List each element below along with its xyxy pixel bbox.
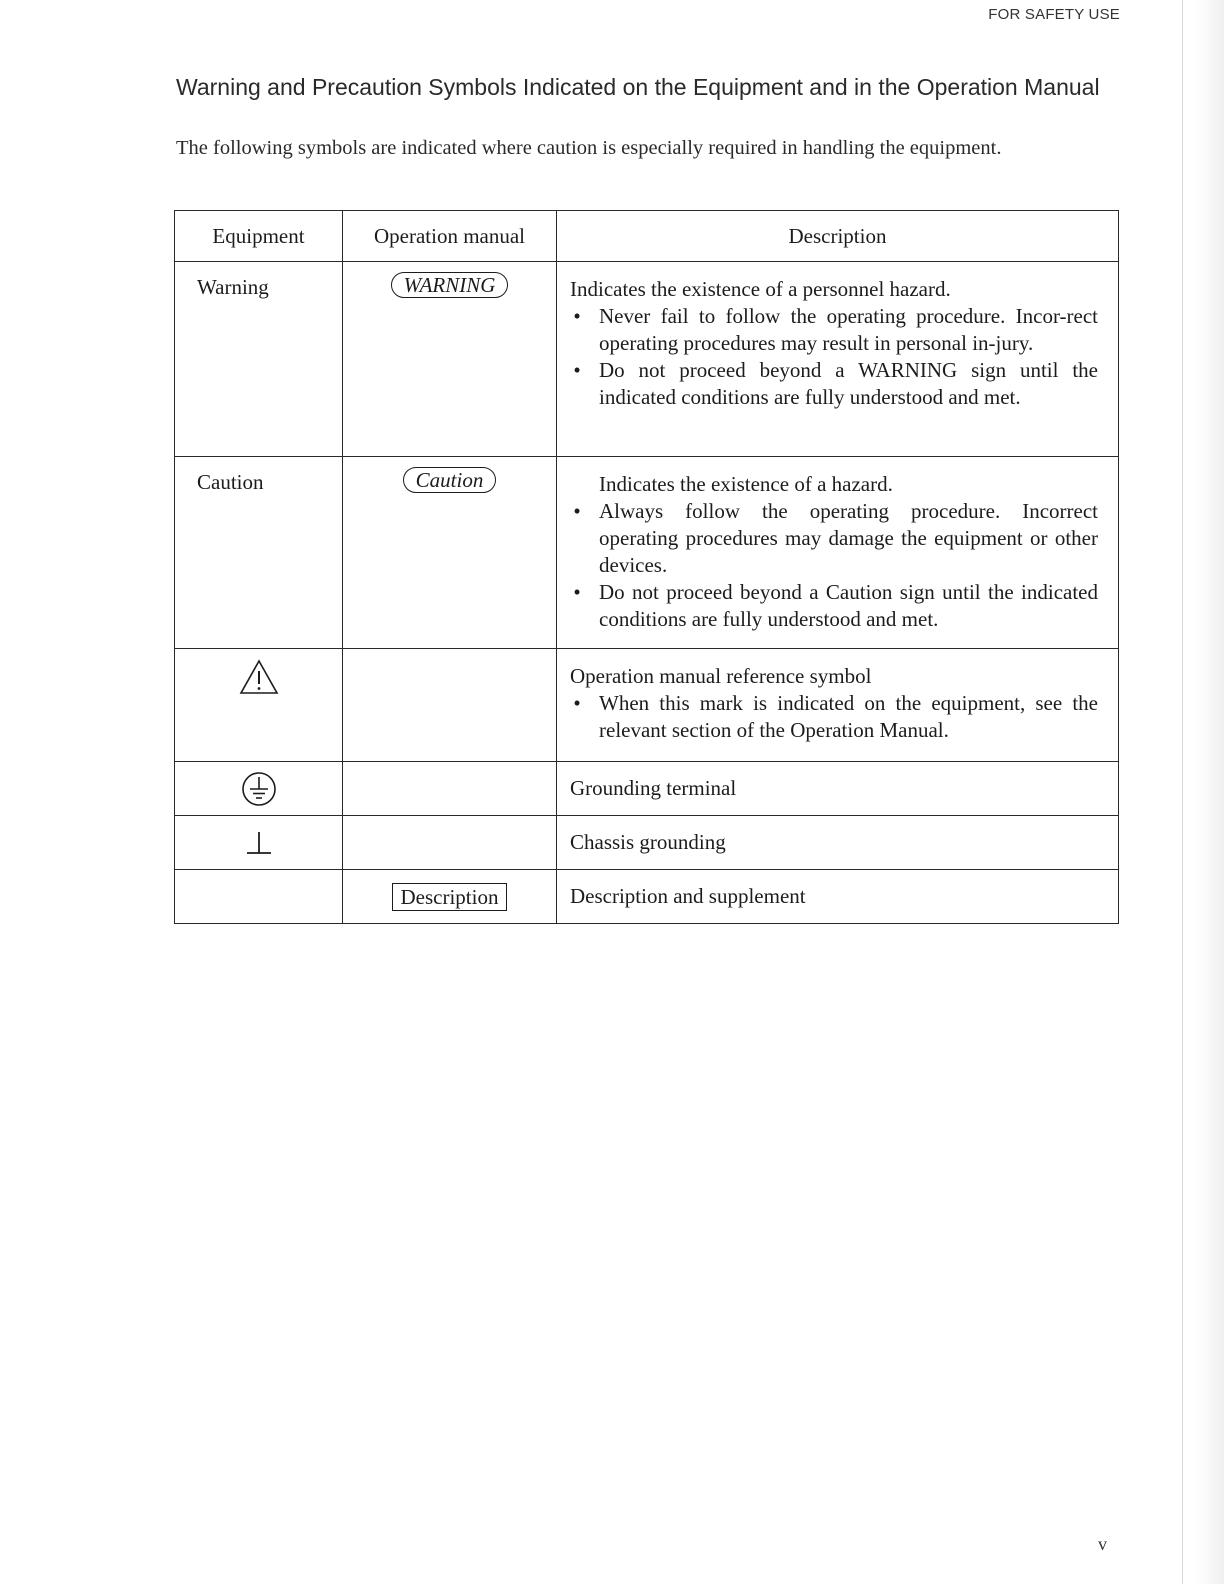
equipment-cell [175,870,343,924]
bullet-text: Do not proceed beyond a Caution sign until the indicated conditions are fully understood and met. [599,580,1098,631]
description-bullets [570,498,1098,633]
bullet-item [570,579,1098,633]
column-header-operation-manual: Operation manual [343,211,557,262]
bullet-item [570,357,1098,411]
description-lead: Operation manual reference symbol [570,664,872,688]
intro-paragraph: The following symbols are indicated where caution is especially required in handling the equipment. [176,137,1002,159]
equipment-cell [175,816,343,870]
page-edge-shade [1196,0,1224,1584]
bullet-item [570,303,1098,357]
equipment-cell: Caution [175,457,343,649]
bullet-glyph: • [573,499,581,523]
manual-symbol-cell [343,870,557,924]
bullet-glyph: • [573,358,581,382]
manual-symbol-cell [343,262,557,457]
warning-label-symbol: WARNING [391,272,509,298]
description-box-symbol: Description [392,883,508,911]
table-row-description-supplement [175,870,1119,924]
page-title: Warning and Precaution Symbols Indicated on the Equipment and in the Operation Manual [176,74,1100,100]
description-bullets [570,690,1098,744]
equipment-cell [175,649,343,762]
column-header-description: Description [557,211,1119,262]
description-lead: Description and supplement [570,884,806,908]
bullet-glyph: • [573,580,581,604]
table-row-reference-symbol [175,649,1119,762]
table-row-caution [175,457,1119,649]
description-cell [557,457,1119,649]
protective-earth-icon [240,770,278,808]
bullet-text: When this mark is indicated on the equipment, see the relevant section of the Operation Manual. [599,691,1098,742]
chassis-ground-icon [244,829,274,857]
warning-triangle-icon [239,659,279,695]
bullet-text: Always follow the operating procedure. Incorrect operating procedures may damage the equipment or other devices. [599,499,1098,577]
description-lead: Grounding terminal [570,776,737,800]
manual-symbol-cell [343,457,557,649]
description-cell [557,816,1119,870]
description-lead: Indicates the existence of a personnel hazard. [570,277,951,301]
description-cell [557,762,1119,816]
symbols-table [174,210,1119,924]
bullet-item [570,498,1098,579]
description-cell [557,262,1119,457]
table-row-warning [175,262,1119,457]
bullet-glyph: • [573,304,581,328]
description-cell [557,649,1119,762]
manual-symbol-cell [343,816,557,870]
manual-symbol-cell [343,649,557,762]
description-cell [557,870,1119,924]
table-row-chassis-grounding [175,816,1119,870]
table-header-row [175,211,1119,262]
bullet-text: Never fail to follow the operating procedure. Incor-rect operating procedures may result in personal in-jury. [599,304,1098,355]
equipment-cell: Warning [175,262,343,457]
bullet-item [570,690,1098,744]
bullet-text: Do not proceed beyond a WARNING sign until the indicated conditions are fully understood and met. [599,358,1098,409]
manual-symbol-cell [343,762,557,816]
page-edge-line [1182,0,1183,1584]
equipment-cell [175,762,343,816]
description-lead: Indicates the existence of a hazard. [599,472,893,496]
description-lead: Chassis grounding [570,830,726,854]
header-tag: FOR SAFETY USE [988,6,1120,23]
column-header-equipment: Equipment [175,211,343,262]
page-number: v [1098,1534,1107,1554]
table-row-grounding-terminal [175,762,1119,816]
bullet-glyph: • [573,691,581,715]
caution-label-symbol: Caution [403,467,497,493]
description-bullets [570,303,1098,411]
